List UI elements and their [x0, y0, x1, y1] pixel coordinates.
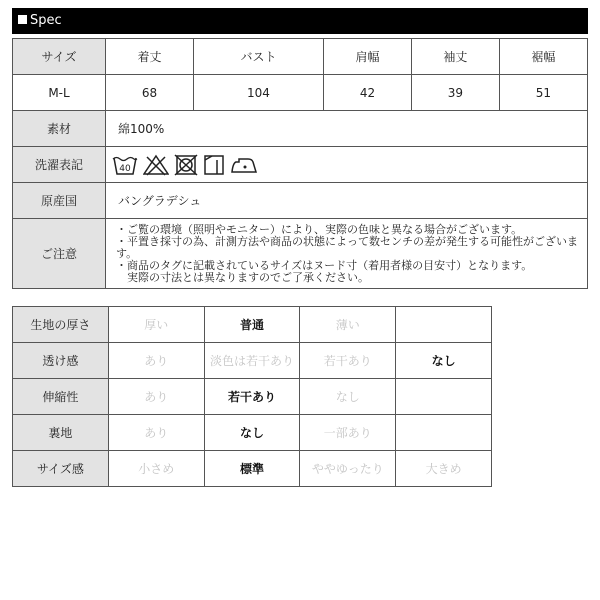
- material-value: 綿100%: [106, 111, 588, 147]
- notes-label: ご注意: [13, 219, 106, 289]
- size-header-cell: サイズ: [13, 39, 106, 75]
- spec-header: [12, 8, 588, 34]
- fabric-label: 透け感: [13, 343, 109, 379]
- fabric-option: 若干あり: [204, 379, 300, 415]
- size-header-cell: 肩幅: [324, 39, 412, 75]
- no-tumble-dry-icon: [174, 154, 198, 176]
- fabric-option: [396, 307, 492, 343]
- fabric-option: なし: [204, 415, 300, 451]
- care-label: 洗濯表記: [13, 147, 106, 183]
- fabric-row: [13, 415, 492, 451]
- size-value-cell: 68: [106, 75, 194, 111]
- fabric-option: 小さめ: [108, 451, 204, 487]
- size-value-cell: M-L: [13, 75, 106, 111]
- fabric-option: [396, 379, 492, 415]
- fabric-row: [13, 307, 492, 343]
- size-value-cell: 51: [499, 75, 587, 111]
- size-value-cell: 42: [324, 75, 412, 111]
- fabric-row: [13, 343, 492, 379]
- fabric-option: なし: [300, 379, 396, 415]
- fabric-label: サイズ感: [13, 451, 109, 487]
- wash-temp-label: 40: [119, 163, 131, 174]
- no-bleach-icon: [143, 154, 169, 176]
- hang-dry-icon: [203, 154, 225, 176]
- fabric-label: 裏地: [13, 415, 109, 451]
- fabric-option: 厚い: [108, 307, 204, 343]
- fabric-option: ややゆったり: [300, 451, 396, 487]
- size-value-cell: 104: [193, 75, 323, 111]
- note-line: 実際の寸法とは異なりますのでご了承ください。: [116, 270, 369, 284]
- fabric-option: 一部あり: [300, 415, 396, 451]
- size-header-row: [13, 39, 588, 75]
- fabric-option: なし: [396, 343, 492, 379]
- material-label: 素材: [13, 111, 106, 147]
- notes-text: [106, 219, 588, 289]
- size-value-row: [13, 75, 588, 111]
- fabric-label: 伸縮性: [13, 379, 109, 415]
- origin-row: [13, 183, 588, 219]
- fabric-option: 淡色は若干あり: [204, 343, 300, 379]
- spec-title: Spec: [30, 13, 62, 28]
- fabric-option: あり: [108, 379, 204, 415]
- origin-label: 原産国: [13, 183, 106, 219]
- fabric-option: 大きめ: [396, 451, 492, 487]
- size-header-cell: 着丈: [106, 39, 194, 75]
- note-line: す。: [116, 246, 138, 260]
- iron-low-icon: [230, 154, 258, 176]
- size-header-cell: 袖丈: [411, 39, 499, 75]
- fabric-option: 若干あり: [300, 343, 396, 379]
- care-row: [13, 147, 588, 183]
- fabric-option: 標準: [204, 451, 300, 487]
- fabric-table: [12, 306, 492, 487]
- wash-40-icon: [112, 154, 138, 176]
- size-header-cell: 裾幅: [499, 39, 587, 75]
- notes-row: [13, 219, 588, 289]
- spec-table: [12, 38, 588, 289]
- fabric-option: 普通: [204, 307, 300, 343]
- size-header-cell: バスト: [193, 39, 323, 75]
- fabric-option: あり: [108, 415, 204, 451]
- fabric-row: [13, 379, 492, 415]
- size-value-cell: 39: [411, 75, 499, 111]
- note-line: ・平置き採寸の為、計測方法や商品の状態によって数センチの差が発生する可能性がございま: [116, 234, 578, 248]
- fabric-option: 薄い: [300, 307, 396, 343]
- fabric-row: [13, 451, 492, 487]
- origin-value: バングラデシュ: [106, 183, 588, 219]
- note-line: ・ご覧の環境（照明やモニター）により、実際の色味と異なる場合がございます。: [116, 222, 523, 236]
- material-row: [13, 111, 588, 147]
- fabric-option: あり: [108, 343, 204, 379]
- fabric-option: [396, 415, 492, 451]
- square-icon: [18, 15, 27, 24]
- care-icons-cell: [106, 147, 588, 183]
- fabric-label: 生地の厚さ: [13, 307, 109, 343]
- note-line: ・商品のタグに記載されているサイズはヌード寸（着用者様の目安寸）となります。: [116, 258, 533, 272]
